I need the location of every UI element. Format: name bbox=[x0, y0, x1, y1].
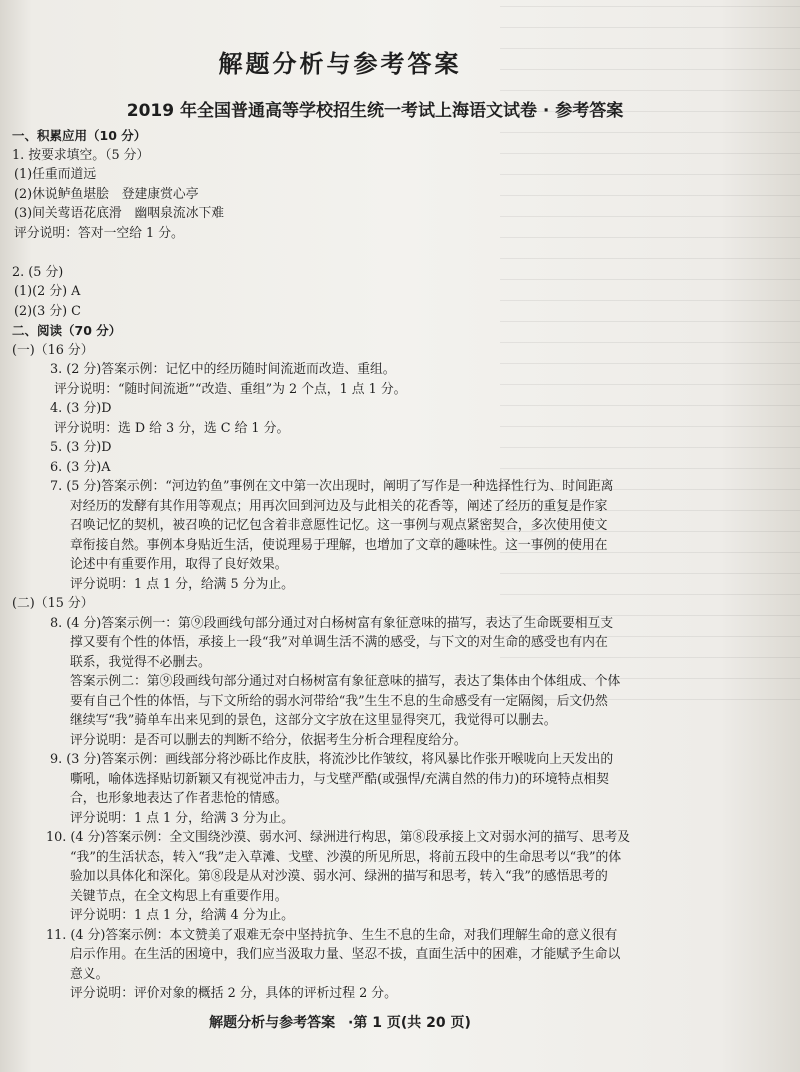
text-line: 要有自己个性的体悟，与下文所给的弱水河带给“我”生生不息的生命感受有一定隔阂，后文仍然 bbox=[70, 693, 608, 709]
text-line: 撑又要有个性的体悟，承接上一段“我”对单调生活不满的感受，与下文的对生命的感受也有内在 bbox=[70, 635, 608, 650]
text-line: (二)（15 分） bbox=[12, 596, 94, 611]
text-line: (一)（16 分） bbox=[12, 342, 94, 358]
text-line: 评分说明：1 点 1 分，给满 5 分为止。 bbox=[70, 576, 294, 592]
text-line: 评分说明：“随时间流逝”“改造、重组”为 2 个点，1 点 1 分。 bbox=[54, 381, 407, 397]
text-line: 评分说明：答对一空给 1 分。 bbox=[14, 225, 184, 241]
text-line: 评分说明：1 点 1 分，给满 3 分为止。 bbox=[70, 810, 294, 826]
text-line: 启示作用。在生活的困境中，我们应当汲取力量、坚忍不拔，直面生活中的困难，才能赋予生命以 bbox=[70, 947, 621, 962]
exam-subtitle: 2019 年全国普通高等学校招生统一考试上海语文试卷 · 参考答案 bbox=[126, 101, 624, 121]
text-line: 5. (3 分)D bbox=[50, 440, 112, 455]
text-line: 11. (4 分)答案示例：本文赞美了艰难无奈中坚持抗争、生生不息的生命，对我们理解生命的意义很有 bbox=[46, 927, 618, 943]
text-line: (2)(3 分) C bbox=[14, 303, 81, 319]
text-line: 2. (5 分) bbox=[12, 264, 64, 280]
text-line: 意义。 bbox=[70, 966, 109, 982]
text-line: 答案示例二：第⑨段画线句部分通过对白杨树富有象征意味的描写，表达了集体由个体组成、个体 bbox=[70, 674, 621, 689]
text-line: 4. (3 分)D bbox=[50, 401, 112, 416]
text-line: (2)休说鲈鱼堪脍 登建康赏心亭 bbox=[14, 186, 199, 202]
text-line: 评分说明：评价对象的概括 2 分，具体的评析过程 2 分。 bbox=[70, 986, 397, 1001]
text-line: 评分说明：是否可以删去的判断不给分，依据考生分析合理程度给分。 bbox=[70, 732, 467, 748]
text-line: 评分说明：选 D 给 3 分，选 C 给 1 分。 bbox=[54, 420, 290, 436]
text-line: 关键节点，在全文构思上有重要作用。 bbox=[70, 888, 288, 904]
text-line: (3)间关莺语花底滑 幽咽泉流冰下难 bbox=[14, 206, 225, 221]
section-heading: 二、阅读（70 分） bbox=[12, 323, 122, 338]
text-line: 9. (3 分)答案示例：画线部分将沙砾比作皮肤，将流沙比作皱纹，将风暴比作张开喉咙向上天发出的 bbox=[50, 752, 614, 767]
text-line: 联系，我觉得不必删去。 bbox=[70, 654, 211, 670]
text-line: 合，也形象地表达了作者悲怆的情感。 bbox=[70, 791, 288, 806]
text-line: 论述中有重要作用，取得了良好效果。 bbox=[70, 557, 288, 572]
text-line: (1)(2 分) A bbox=[14, 284, 81, 299]
text-line: 7. (5 分)答案示例：“河边钓鱼”事例在文中第一次出现时，阐明了写作是一种选择性行为、时间距离 bbox=[50, 479, 614, 494]
text-line: “我”的生活状态，转入“我”走入草滩、戈壁、沙漠的所见所思，将前五段中的生命思考以“我”的体 bbox=[70, 849, 622, 865]
text-line: 10. (4 分)答案示例：全文围绕沙漠、弱水河、绿洲进行构思，第⑧段承接上文对弱水河的描写、思考及 bbox=[46, 830, 631, 845]
text-line: 嘶吼，喻体选择贴切新颖又有视觉冲击力，与戈壁严酷(或强悍/充满自然的伟力)的环境特点相契 bbox=[70, 771, 609, 787]
page-number: ·第 1 页(共 20 页) bbox=[348, 1015, 471, 1031]
section-heading: 一、积累应用（10 分） bbox=[12, 128, 147, 143]
page-footer bbox=[0, 1012, 680, 1032]
text-line: (1)任重而道远 bbox=[14, 167, 97, 182]
text-line: 6. (3 分)A bbox=[50, 459, 111, 475]
text-line: 8. (4 分)答案示例一：第⑨段画线句部分通过对白杨树富有象征意味的描写，表达了生命既要相互支 bbox=[50, 615, 614, 631]
answer-body bbox=[0, 126, 690, 1004]
text-line: 评分说明：1 点 1 分，给满 4 分为止。 bbox=[70, 908, 294, 923]
text-line: 3. (2 分)答案示例：记忆中的经历随时间流逝而改造、重组。 bbox=[50, 362, 396, 377]
text-line: 1. 按要求填空。（5 分） bbox=[12, 147, 150, 163]
text-line: 章衔接自然。事例本身贴近生活，使说理易于理解，也增加了文章的趣味性。这一事例的使用在 bbox=[70, 537, 608, 553]
footer-label: 解题分析与参考答案 bbox=[209, 1015, 336, 1031]
text-line bbox=[14, 243, 704, 263]
text-line: 继续写“我”骑单车出来见到的景色，这部分文字放在这里显得突兀，我觉得可以删去。 bbox=[70, 713, 557, 728]
document-title: 解题分析与参考答案 bbox=[218, 50, 462, 78]
text-line: 对经历的发酵有其作用等观点；用再次回到河边及与此相关的花香等，阐述了经历的重复是作家 bbox=[70, 498, 608, 514]
text-line: 验加以具体化和深化。第⑧段是从对沙漠、弱水河、绿洲的描写和思考，转入“我”的感悟思考的 bbox=[70, 869, 608, 884]
text-line: 召唤记忆的契机，被召唤的记忆包含着非意愿性记忆。这一事例与观点紧密契合，多次使用使文 bbox=[70, 518, 608, 533]
